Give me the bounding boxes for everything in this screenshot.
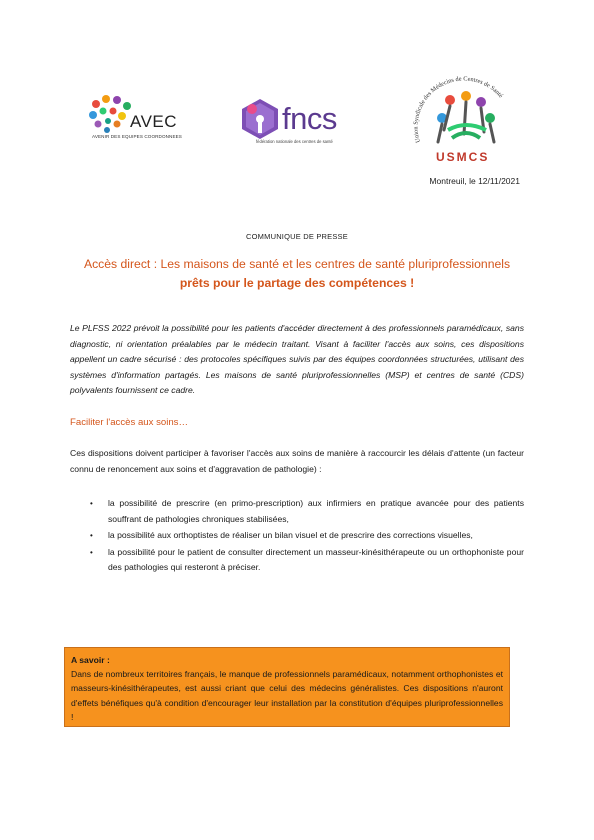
list-item — [70, 528, 524, 544]
avec-logo — [88, 94, 206, 146]
bullet-icon: • — [90, 499, 93, 508]
bullet-icon: • — [90, 531, 93, 541]
fncs-logo — [238, 97, 358, 151]
title-line-2: prêts pour le partage des compétences ! — [179, 276, 415, 290]
usmcs-logo — [408, 72, 520, 172]
list-item-text: la possibilité de prescrire (en primo-prescription) aux infirmiers en pratique avancée pour des patients souffrant de pathologies chroniques stabilisées, — [108, 498, 524, 524]
list-item — [70, 545, 524, 576]
bullet-icon: • — [90, 547, 93, 557]
body-paragraph: Ces dispositions doivent participer à favoriser l'accès aux soins de manière à raccourcir les délais d'attente (un facteur connu de renoncement aux soins et d'aggravation de pathologie) : — [70, 448, 524, 474]
title-line-1: Accès direct : Les maisons de santé et les centres de santé pluriprofessionnels — [83, 257, 511, 271]
avec-subtitle: AVENIR DES EQUIPES COORDONNEES — [92, 134, 182, 139]
info-callout — [64, 647, 510, 727]
usmcs-wordmark: USMCS — [436, 150, 490, 164]
list-item-text: la possibilité pour le patient de consulter directement un masseur-kinésithérapeute ou un orthophoniste pour des pathologies qui resteront à préciser. — [108, 546, 524, 573]
intro-paragraph: Le PLFSS 2022 prévoit la possibilité pour les patients d'accéder directement à des professionnels paramédicaux, sans diagnostic, ni orientation préalables par le médecin traitant. Visant à faciliter l'accès aux soins, ces dispositions appellent un cadre sécurisé : des protocoles spécifiques suivis par des équipes coordonnées structurées, utilisant des systèmes d'information partagés. Les maisons de santé pluriprofessionnelles (MSP) et centres de santé (CDS) polyvalents fournissent ce cadre. — [70, 323, 524, 396]
callout-title: A savoir : — [71, 655, 110, 665]
usmcs-emblem-icon — [408, 72, 520, 152]
list-item-text: la possibilité aux orthoptistes de réaliser un bilan visuel et de prescrire des corrections visuelles, — [108, 530, 473, 541]
usmcs-arc-text: Union Syndicale des Médecins de Centres de Santé — [412, 75, 505, 144]
dateline: Montreuil, le 12/11/2021 — [429, 176, 520, 186]
list-item — [70, 496, 524, 527]
fncs-emblem-icon — [238, 97, 282, 141]
callout-body: Dans de nombreux territoires français, le manque de professionnels paramédicaux, notamment orthophonistes et masseurs-kinésithérapeutes, est aussi criant que celui des médecins généralistes. Ces dispositions n'auront d'effets bénéfiques qu'à condition d'encourager leur installation par la constitution d'équipes pluriprofessionnelles ! — [71, 669, 503, 723]
bullet-list — [70, 496, 524, 577]
fncs-subtitle: fédération nationale des centres de santé — [256, 139, 333, 144]
section-heading: Faciliter l'accès aux soins… — [70, 417, 189, 428]
fncs-wordmark: fncs — [282, 101, 337, 136]
press-release-label: COMMUNIQUE DE PRESSE — [246, 232, 348, 241]
avec-wordmark: AVEC — [130, 112, 178, 131]
